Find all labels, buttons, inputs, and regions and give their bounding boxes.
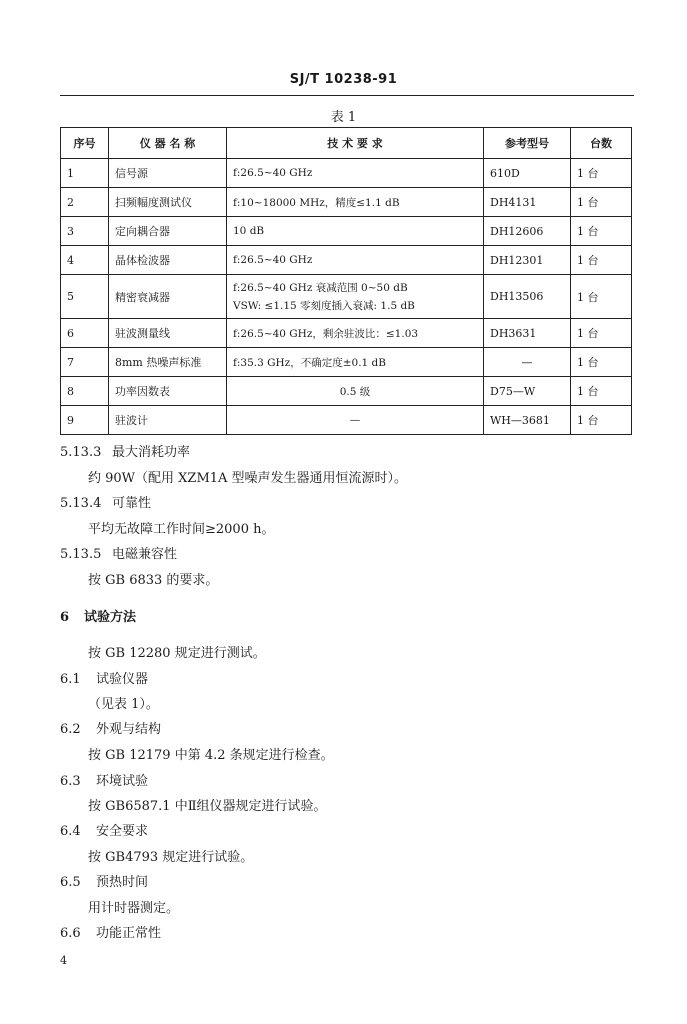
page-number: 4 [60, 954, 67, 967]
section-number: 5.13.4 [60, 496, 102, 511]
section-title: 功能正常性 [96, 926, 162, 941]
table-row [61, 159, 632, 188]
cell-requirements: 0.5 级 [227, 377, 484, 406]
section-body-5-13-5: 按 GB 6833 的要求。 [88, 573, 219, 588]
section-number: 6.6 [60, 926, 81, 941]
section-number: 5.13.3 [60, 445, 102, 460]
section-number: 6.3 [60, 774, 81, 789]
section-number: 6.5 [60, 875, 81, 890]
cell-no: 7 [61, 348, 109, 377]
table-row [61, 217, 632, 246]
cell-count: 1 台 [571, 377, 632, 406]
cell-no: 1 [61, 159, 109, 188]
section-title: 电磁兼容性 [112, 547, 178, 562]
cell-model: DH12606 [484, 217, 571, 246]
cell-count: 1 台 [571, 319, 632, 348]
cell-count: 1 台 [571, 217, 632, 246]
cell-name: 8mm 热噪声标准 [109, 348, 227, 377]
section-body-6-5: 用计时器测定。 [88, 901, 180, 916]
section-title: 最大消耗功率 [112, 445, 191, 460]
table-row [61, 188, 632, 217]
standard-code: SJ/T 10238-91 [289, 72, 398, 87]
section-title: 可靠性 [112, 496, 152, 511]
section-heading-6-1 [60, 668, 148, 687]
requirement-line: VSW: ≤1.15 零刻度插入衰减: 1.5 dB [233, 299, 415, 312]
cell-count: 1 台 [571, 246, 632, 275]
cell-requirements: f:35.3 GHz，不确定度±0.1 dB [227, 348, 484, 377]
cell-name: 精密衰减器 [109, 275, 227, 319]
section-body-5-13-4: 平均无故障工作时间≥2000 h。 [88, 522, 275, 537]
header-rule [60, 95, 634, 96]
cell-requirements: f:10~18000 MHz，精度≤1.1 dB [227, 188, 484, 217]
instrument-table [60, 127, 632, 435]
cell-name: 功率因数表 [109, 377, 227, 406]
cell-model: DH13506 [484, 275, 571, 319]
table-row [61, 319, 632, 348]
column-header-name: 仪 器 名 称 [109, 128, 227, 159]
cell-requirements [227, 275, 484, 319]
section-body-6-2: 按 GB 12179 中第 4.2 条规定进行检查。 [88, 748, 334, 763]
cell-requirements: f:26.5~40 GHz [227, 246, 484, 275]
cell-no: 4 [61, 246, 109, 275]
section-number: 6.1 [60, 672, 81, 687]
column-header-no: 序号 [61, 128, 109, 159]
section-title: 环境试验 [96, 774, 149, 789]
table-caption: 表 1 [330, 110, 357, 125]
cell-model: DH4131 [484, 188, 571, 217]
section-number: 6.4 [60, 824, 81, 839]
section-title: 外观与结构 [96, 722, 162, 737]
cell-model: D75—W [484, 377, 571, 406]
cell-no: 3 [61, 217, 109, 246]
section-heading-6-2 [60, 718, 161, 737]
column-header-model: 参考型号 [484, 128, 571, 159]
table-row [61, 275, 632, 319]
section-body-6-3: 按 GB6587.1 中Ⅱ组仪器规定进行试验。 [88, 799, 327, 814]
cell-count: 1 台 [571, 275, 632, 319]
column-header-requirements: 技 术 要 求 [227, 128, 484, 159]
cell-no: 6 [61, 319, 109, 348]
cell-name: 晶体检波器 [109, 246, 227, 275]
cell-count: 1 台 [571, 159, 632, 188]
cell-no: 8 [61, 377, 109, 406]
cell-count: 1 台 [571, 188, 632, 217]
table-row [61, 348, 632, 377]
cell-requirements: 10 dB [227, 217, 484, 246]
section-body-6-4: 按 GB4793 规定进行试验。 [88, 850, 254, 865]
cell-model: WH—3681 [484, 406, 571, 435]
section-number: 6.2 [60, 722, 81, 737]
section-number: 5.13.5 [60, 547, 102, 562]
cell-model: — [484, 348, 571, 377]
section-body-6: 按 GB 12280 规定进行测试。 [88, 646, 266, 661]
section-number: 6 [60, 610, 70, 625]
section-heading-6-5 [60, 871, 148, 890]
section-body-6-1: （见表 1）。 [88, 697, 159, 712]
cell-no: 2 [61, 188, 109, 217]
cell-no: 5 [61, 275, 109, 319]
cell-name: 驻波计 [109, 406, 227, 435]
section-heading-5-13-4 [60, 492, 151, 511]
cell-count: 1 台 [571, 406, 632, 435]
cell-requirements: f:26.5~40 GHz，剩余驻波比：≤1.03 [227, 319, 484, 348]
section-title: 试验仪器 [96, 672, 149, 687]
requirement-line: f:26.5~40 GHz 衰减范围 0~50 dB [233, 281, 408, 294]
cell-requirements: f:26.5~40 GHz [227, 159, 484, 188]
section-body-5-13-3: 约 90W（配用 XZM1A 型噪声发生器通用恒流源时）。 [88, 471, 408, 486]
cell-model: 610D [484, 159, 571, 188]
section-heading-6-4 [60, 820, 148, 839]
cell-name: 扫频幅度测试仪 [109, 188, 227, 217]
table-row [61, 406, 632, 435]
cell-name: 驻波测量线 [109, 319, 227, 348]
table-header-row [61, 128, 632, 159]
cell-model: DH3631 [484, 319, 571, 348]
cell-model: DH12301 [484, 246, 571, 275]
cell-count: 1 台 [571, 348, 632, 377]
section-heading-5-13-5 [60, 543, 177, 562]
cell-name: 信号源 [109, 159, 227, 188]
cell-requirements: — [227, 406, 484, 435]
section-heading-6-3 [60, 770, 148, 789]
cell-name: 定向耦合器 [109, 217, 227, 246]
section-title: 预热时间 [96, 875, 149, 890]
table-row [61, 377, 632, 406]
section-heading-5-13-3 [60, 441, 190, 460]
cell-no: 9 [61, 406, 109, 435]
section-heading-6 [60, 606, 136, 625]
section-title: 安全要求 [96, 824, 149, 839]
table-row [61, 246, 632, 275]
section-title: 试验方法 [84, 610, 137, 625]
section-heading-6-6 [60, 922, 161, 941]
column-header-count: 台数 [571, 128, 632, 159]
